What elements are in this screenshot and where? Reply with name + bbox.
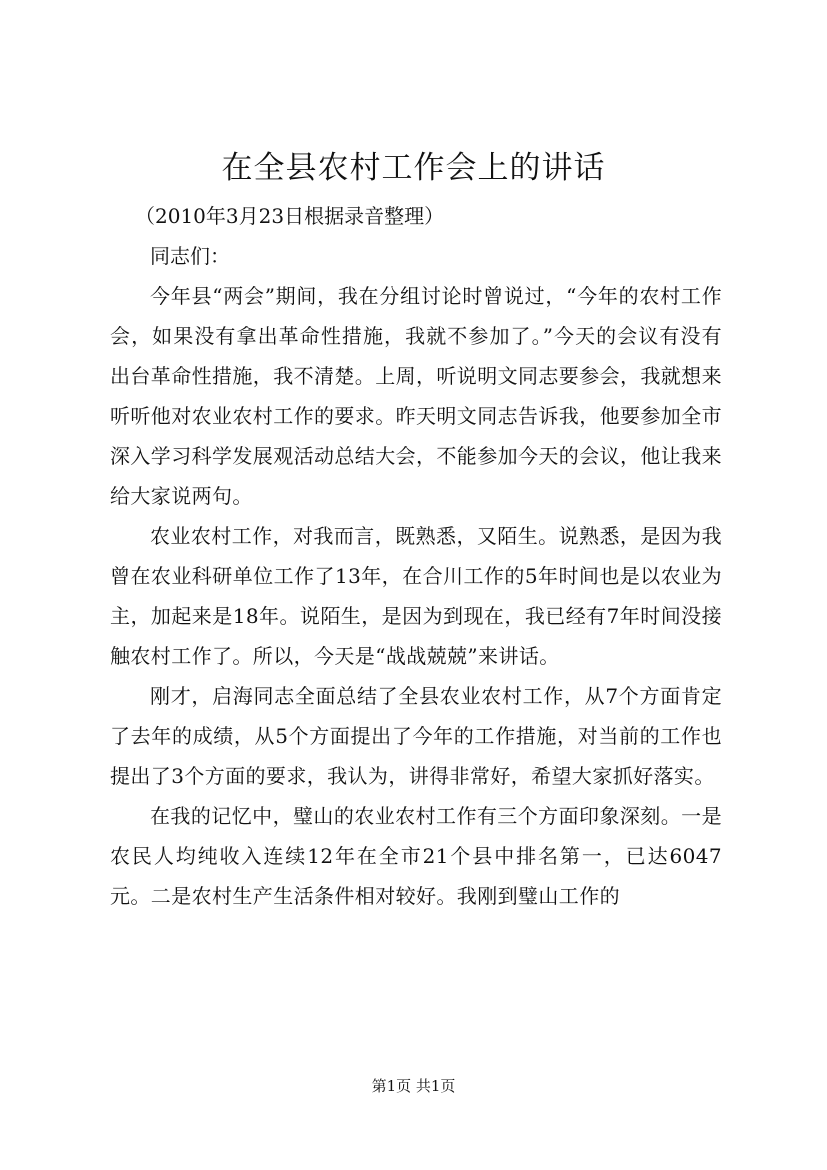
document-title: 在全县农村工作会上的讲话 <box>221 150 606 186</box>
paragraph-3: 刚才，启海同志全面总结了全县农业农村工作，从7个方面肯定了去年的成绩，从5个方面提出了今年的工作措施，对当前的工作也提出了3个方面的要求，我认为，讲得非常好，希望大家抓好落实。 <box>110 684 722 788</box>
document-body <box>110 196 722 916</box>
salutation: 同志们： <box>150 244 230 268</box>
paragraph-2: 农业农村工作，对我而言，既熟悉，又陌生。说熟悉，是因为我曾在农业科研单位工作了13年，在合川工作的5年时间也是以农业为主，加起来是18年。说陌生，是因为到现在，我已经有7年时间没接触农村工作了。所以，今天是“战战兢兢”来讲话。 <box>110 524 722 668</box>
paragraph-4: 在我的记忆中，璧山的农业农村工作有三个方面印象深刻。一是农民人均纯收入连续12年在全市21个县中排名第一，已达6047元。二是农村生产生活条件相对较好。我刚到璧山工作的 <box>110 804 722 908</box>
paragraph-1: 今年县“两会”期间，我在分组讨论时曾说过，“今年的农村工作会，如果没有拿出革命性措施，我就不参加了。”今天的会议有没有出台革命性措施，我不清楚。上周，听说明文同志要参会，我就想来听听他对农业农村工作的要求。昨天明文同志告诉我，他要参加全市深入学习科学发展观活动总结大会，不能参加今天的会议，他让我来给大家说两句。 <box>110 284 722 508</box>
document-subtitle: （2010年3月23日根据录音整理） <box>135 204 445 228</box>
page-footer: 第1页 共1页 <box>371 1077 456 1095</box>
